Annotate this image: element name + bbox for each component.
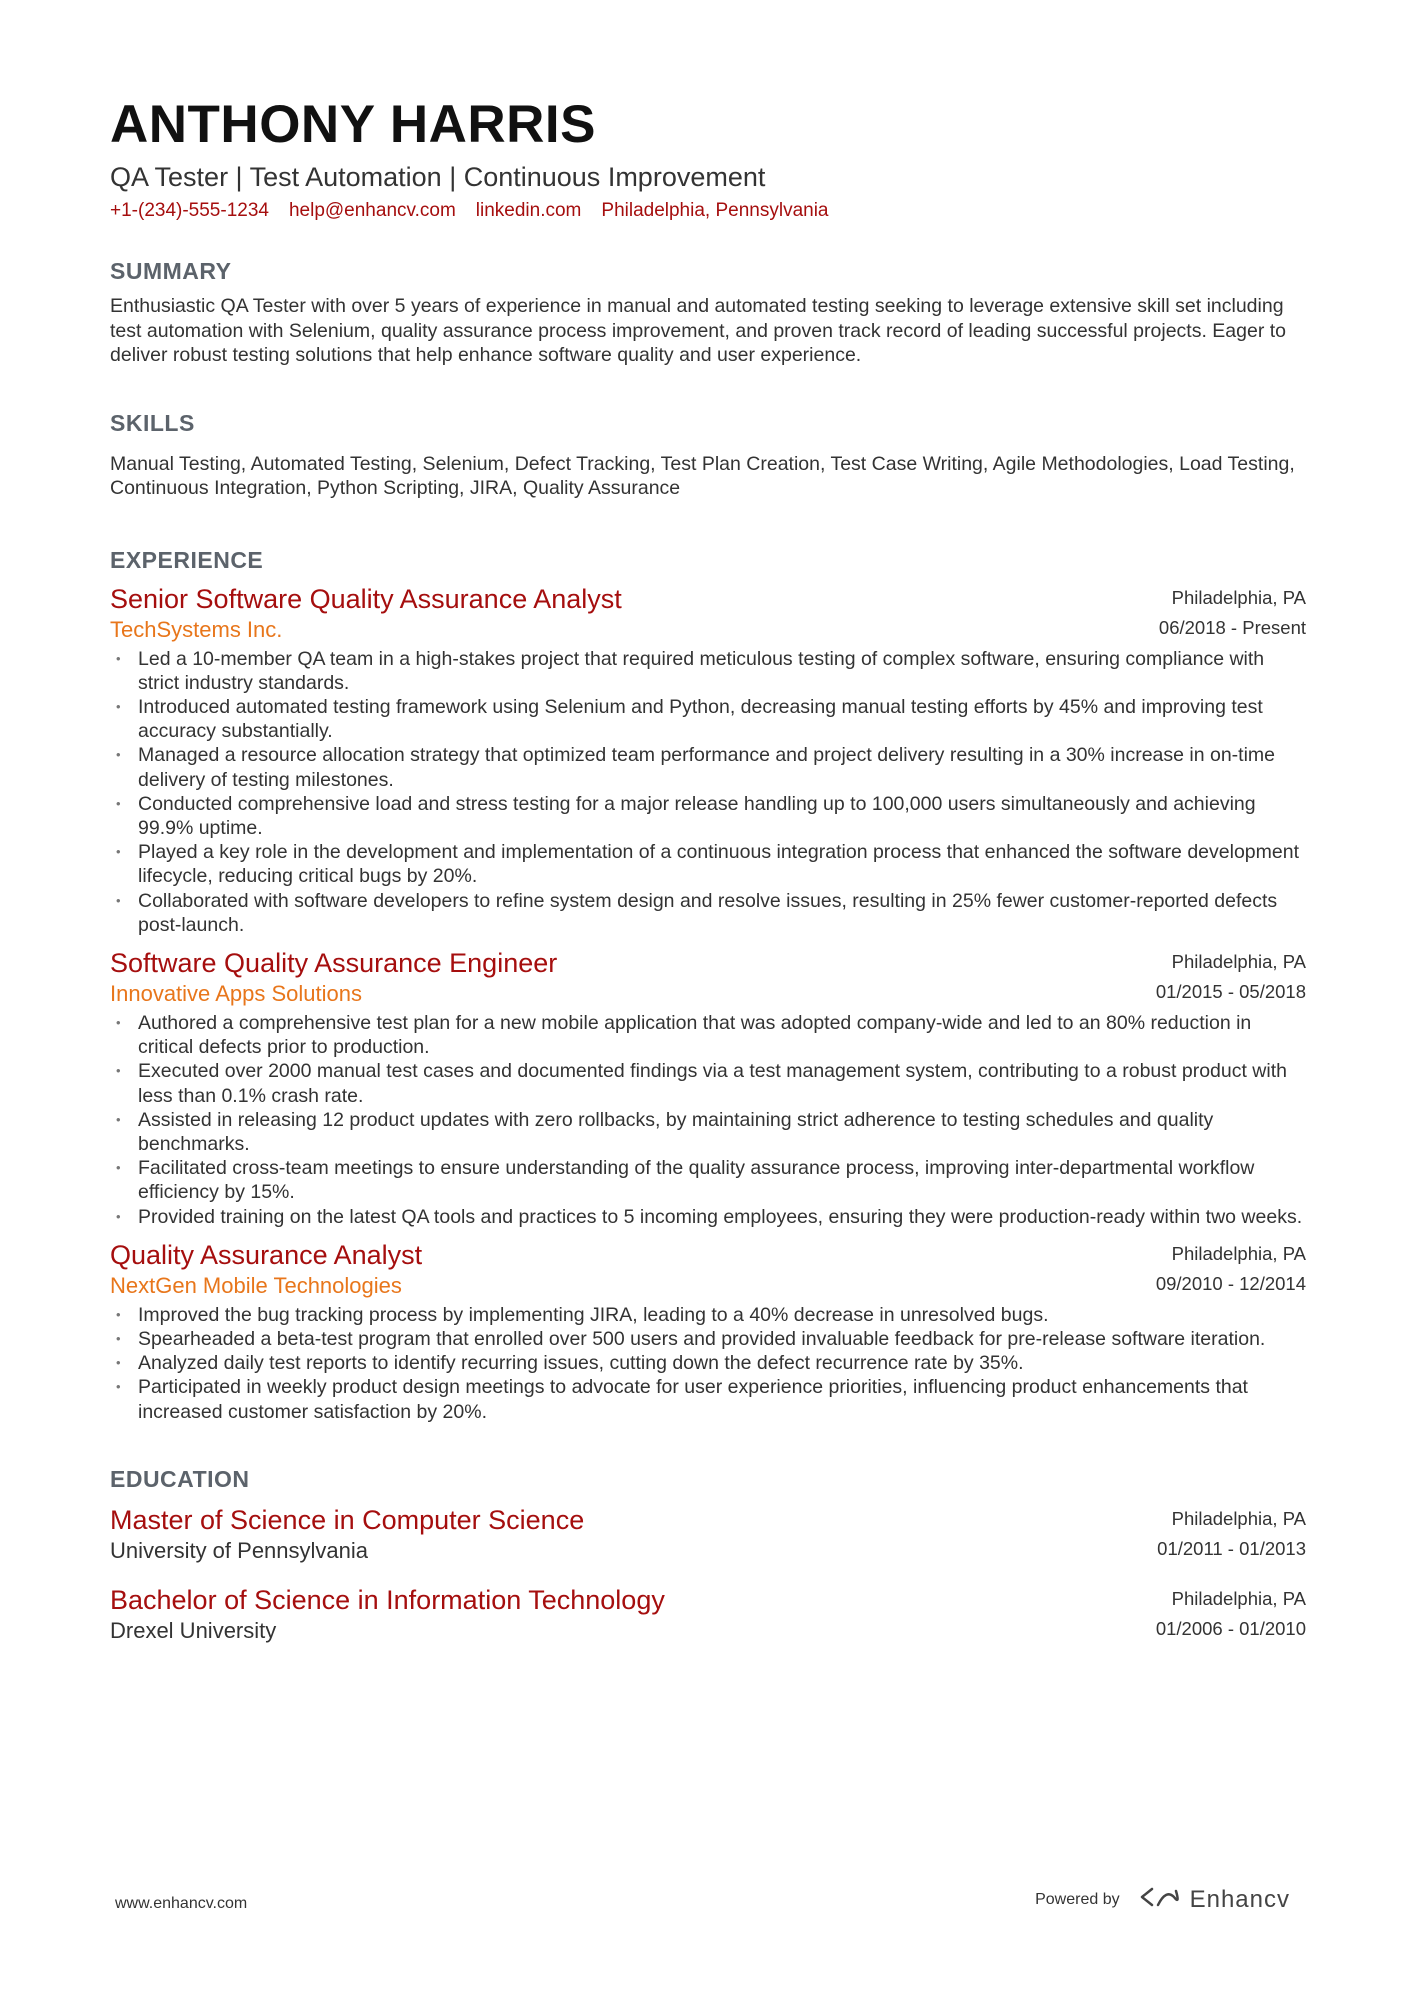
job-title: Senior Software Quality Assurance Analyst bbox=[110, 583, 622, 614]
education-section bbox=[110, 1464, 1306, 1644]
job-bullet: • Facilitated cross-team meetings to ensure understanding of the quality assurance process, improving inter-departmental workflow efficiency by 15%. bbox=[110, 1156, 1306, 1204]
job-bullets bbox=[110, 647, 1306, 937]
job-bullet: • Participated in weekly product design meetings to advocate for user experience priorities, influencing product enhancements that increased customer satisfaction by 20%. bbox=[110, 1375, 1306, 1423]
job-bullet: • Led a 10-member QA team in a high-stakes project that required meticulous testing of complex software, ensuring compliance with strict industry standards. bbox=[110, 647, 1306, 695]
contact-linkedin[interactable]: linkedin.com bbox=[475, 200, 582, 221]
job-dates: 06/2018 - Present bbox=[1158, 616, 1306, 638]
contact-email[interactable]: help@enhancv.com bbox=[288, 200, 456, 221]
job-bullets bbox=[110, 1303, 1306, 1424]
job-bullet: • Collaborated with software developers to refine system design and resolve issues, resulting in 25% fewer customer-reported defects post-launch. bbox=[110, 889, 1306, 937]
brand-name: Enhancv bbox=[1189, 1885, 1290, 1913]
experience-heading: EXPERIENCE bbox=[110, 546, 264, 573]
summary-heading: SUMMARY bbox=[110, 258, 232, 284]
tagline: QA Tester | Test Automation | Continuous Improvement bbox=[110, 162, 766, 192]
job-location: Philadelphia, PA bbox=[1171, 1242, 1306, 1264]
contact-phone[interactable]: +1-(234)-555-1234 bbox=[110, 200, 269, 221]
degree-title: Bachelor of Science in Information Technology bbox=[110, 1584, 665, 1615]
skills-text: Manual Testing, Automated Testing, Selenium, Defect Tracking, Test Plan Creation, Test Case Writing, Agile Methodologies, Load Testing, Continuous Integration, Python Scripting, JIRA, Quality Assurance bbox=[110, 452, 1295, 499]
summary-text: Enthusiastic QA Tester with over 5 years of experience in manual and automated testing seeking to leverage extensive skill set including test automation with Selenium, quality assurance process improvement, and proven track record of leading successful projects. Eager to deliver robust testing solutions that help enhance software quality and user experience. bbox=[110, 295, 1287, 366]
education-dates: 01/2006 - 01/2010 bbox=[1155, 1617, 1306, 1639]
job-title: Quality Assurance Analyst bbox=[110, 1239, 423, 1270]
experience-entry bbox=[110, 947, 1306, 1229]
job-bullet: • Authored a comprehensive test plan for a new mobile application that was adopted company-wide and led to an 80% reduction in critical defects prior to production. bbox=[110, 1011, 1306, 1059]
powered-by-label: Powered by bbox=[1035, 1890, 1120, 1908]
candidate-name: ANTHONY HARRIS bbox=[110, 95, 596, 154]
skills-section bbox=[110, 408, 1306, 501]
job-location: Philadelphia, PA bbox=[1171, 586, 1306, 608]
footer-website[interactable]: www.enhancv.com bbox=[115, 1895, 248, 1912]
job-meta bbox=[1156, 1239, 1306, 1299]
job-bullet: • Improved the bug tracking process by implementing JIRA, leading to a 40% decrease in unresolved bugs. bbox=[110, 1303, 1306, 1327]
job-meta bbox=[1156, 947, 1306, 1007]
footer-branding bbox=[1035, 1885, 1290, 1914]
experience-entry bbox=[110, 1239, 1306, 1424]
job-bullet: • Played a key role in the development and implementation of a continuous integration process that enhanced the software development lifecycle, reducing critical bugs by 20%. bbox=[110, 840, 1306, 888]
resume-content bbox=[110, 92, 1306, 1644]
header bbox=[110, 92, 1306, 224]
education-entry bbox=[110, 1504, 1306, 1564]
skills-heading: SKILLS bbox=[110, 409, 195, 436]
education-dates: 01/2011 - 01/2013 bbox=[1157, 1537, 1306, 1559]
job-bullet: • Assisted in releasing 12 product updates with zero rollbacks, by maintaining strict adherence to testing schedules and quality benchmarks. bbox=[110, 1108, 1306, 1156]
job-location: Philadelphia, PA bbox=[1171, 950, 1306, 972]
job-bullet: • Spearheaded a beta-test program that enrolled over 500 users and provided invaluable feedback for pre-release software iteration. bbox=[110, 1327, 1306, 1351]
brand-link[interactable] bbox=[1136, 1885, 1290, 1914]
education-meta bbox=[1156, 1584, 1306, 1644]
education-location: Philadelphia, PA bbox=[1171, 1507, 1306, 1529]
contact-location: Philadelphia, Pennsylvania bbox=[601, 200, 829, 221]
summary-section bbox=[110, 256, 1306, 368]
contact-line bbox=[110, 198, 1306, 224]
education-location: Philadelphia, PA bbox=[1171, 1587, 1306, 1609]
job-bullet: • Introduced automated testing framework using Selenium and Python, decreasing manual testing efforts by 45% and improving test accuracy substantially. bbox=[110, 695, 1306, 743]
experience-section bbox=[110, 545, 1306, 1424]
job-bullet: • Conducted comprehensive load and stress testing for a major release handling up to 100,000 users simultaneously and achieving 99.9% uptime. bbox=[110, 792, 1306, 840]
job-meta bbox=[1159, 583, 1306, 643]
job-title: Software Quality Assurance Engineer bbox=[110, 947, 558, 978]
education-heading: EDUCATION bbox=[110, 1465, 250, 1492]
experience-entry bbox=[110, 583, 1306, 937]
education-meta bbox=[1157, 1504, 1306, 1564]
job-bullet: • Managed a resource allocation strategy that optimized team performance and project delivery resulting in a 30% increase in on-time delivery of testing milestones. bbox=[110, 743, 1306, 791]
job-company: NextGen Mobile Technologies bbox=[110, 1272, 402, 1298]
job-dates: 09/2010 - 12/2014 bbox=[1155, 1272, 1306, 1294]
school-name: University of Pennsylvania bbox=[110, 1537, 369, 1563]
job-bullet: • Provided training on the latest QA tools and practices to 5 incoming employees, ensuring they were production-ready within two weeks. bbox=[110, 1205, 1306, 1229]
job-bullet: • Analyzed daily test reports to identify recurring issues, cutting down the defect recurrence rate by 35%. bbox=[110, 1351, 1306, 1375]
job-company: Innovative Apps Solutions bbox=[110, 980, 362, 1006]
job-dates: 01/2015 - 05/2018 bbox=[1155, 980, 1306, 1002]
education-entry bbox=[110, 1584, 1306, 1644]
degree-title: Master of Science in Computer Science bbox=[110, 1504, 585, 1535]
enhancv-logo-icon bbox=[1136, 1885, 1182, 1914]
school-name: Drexel University bbox=[110, 1617, 277, 1643]
job-bullets bbox=[110, 1011, 1306, 1229]
job-company: TechSystems Inc. bbox=[110, 616, 283, 642]
job-bullet: • Executed over 2000 manual test cases and documented findings via a test management system, contributing to a robust product with less than 0.1% crash rate. bbox=[110, 1059, 1306, 1107]
